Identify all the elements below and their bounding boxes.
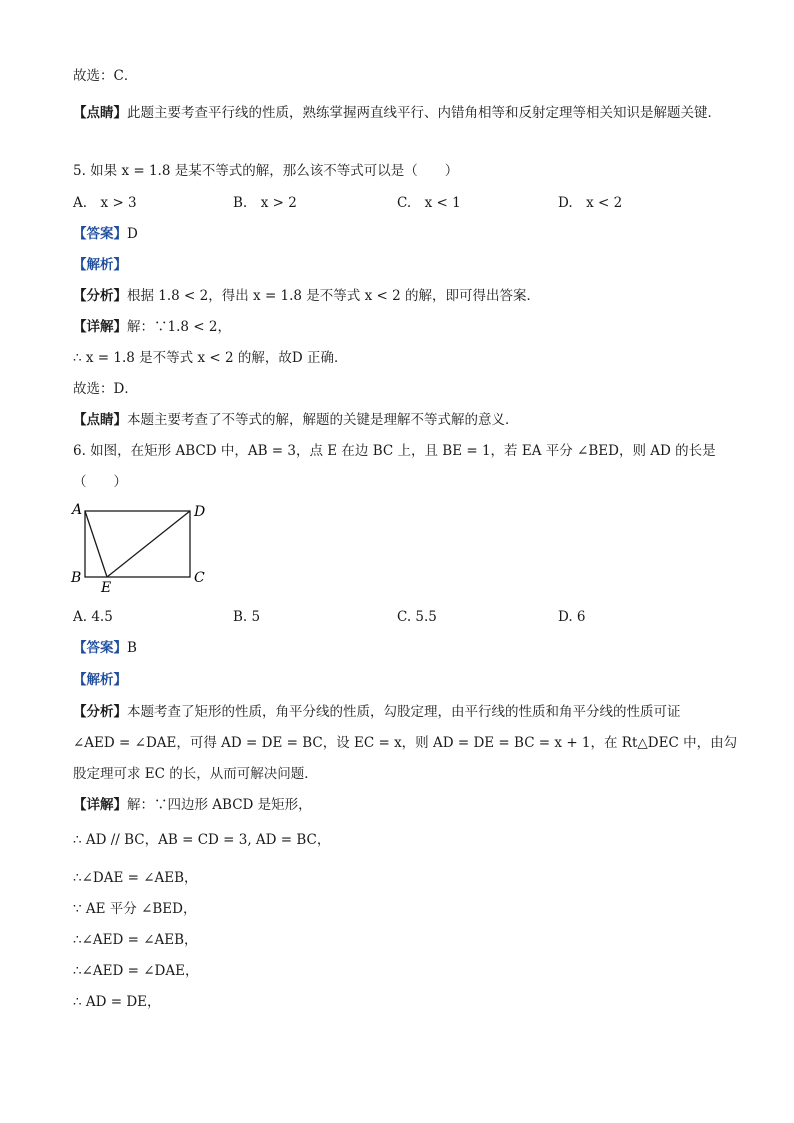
- q6-detail: [73, 795, 312, 815]
- tag-analysis-6: 【分析】: [73, 704, 127, 720]
- q5-option-b: B. x > 2: [233, 195, 297, 211]
- q6-step-6: ∴ AD = DE，: [73, 994, 161, 1010]
- q6-step-5: ∴∠AED = ∠DAE，: [73, 963, 199, 979]
- tag-answer: 【答案】: [73, 226, 127, 242]
- analysis-text: 根据 1.8 < 2，得出 x = 1.8 是不等式 x < 2 的解，即可得出答案．: [127, 288, 540, 304]
- segment-ae: [85, 511, 107, 577]
- label-a: A: [72, 502, 83, 518]
- q6-option-c: C. 5.5: [397, 609, 437, 625]
- q6-option-d: D. 6: [558, 609, 586, 625]
- tag-comment: 【点睛】: [73, 105, 127, 121]
- comment-text: 此题主要考查平行线的性质，熟练掌握两直线平行、内错角相等和反射定理等相关知识是解题关键．: [127, 105, 721, 121]
- label-b: B: [71, 570, 82, 586]
- rectangle-abcd: [85, 511, 190, 577]
- tag-comment-5: 【点睛】: [73, 412, 127, 428]
- q6-analysis-2: ∠AED = ∠DAE，可得 AD = DE = BC，设 EC = x，则 AD = DE = BC = x + 1，在 Rt△DEC 中，由勾: [73, 735, 738, 751]
- tag-detail-6: 【详解】: [73, 797, 127, 813]
- q6-step-2: ∴∠DAE = ∠AEB，: [73, 870, 198, 886]
- q5-analysis-heading: 【解析】: [73, 257, 127, 273]
- question-6-bracket: （ ）: [73, 474, 127, 490]
- answer-value-6: B: [127, 640, 137, 656]
- q6-step-3: ∵ AE 平分 ∠BED，: [73, 901, 197, 917]
- q5-step-1: ∴ x = 1.8 是不等式 x < 2 的解，故D 正确．: [73, 350, 348, 366]
- question-5: 5. 如果 x = 1.8 是某不等式的解，那么该不等式可以是（ ）: [73, 163, 459, 179]
- q6-step-1: ∴ AD // BC，AB = CD = 3, AD = BC，: [73, 832, 331, 848]
- comment-text-5: 本题主要考查了不等式的解，解题的关键是理解不等式解的意义．: [127, 412, 519, 428]
- tag-analysis: 【分析】: [73, 288, 127, 304]
- segment-de: [107, 511, 190, 577]
- q5-detail: [73, 317, 231, 337]
- answer-value: D: [127, 226, 138, 242]
- tag-answer-6: 【答案】: [73, 640, 127, 656]
- q5-comment: [73, 410, 519, 430]
- line-answer-prev: 故选：C．: [73, 68, 138, 84]
- detail-text: 解：∵1.8 < 2，: [127, 319, 231, 335]
- tag-detail: 【详解】: [73, 319, 127, 335]
- q6-option-b: B. 5: [233, 609, 261, 625]
- label-c: C: [194, 570, 205, 586]
- q5-option-a: A. x > 3: [73, 195, 137, 211]
- question-6: 6. 如图，在矩形 ABCD 中，AB = 3，点 E 在边 BC 上，且 BE = 1，若 EA 平分 ∠BED，则 AD 的长是: [73, 443, 716, 459]
- comment-prev: [73, 98, 725, 129]
- q5-step-2: 故选：D．: [73, 381, 138, 397]
- detail-text-6: 解：∵四边形 ABCD 是矩形，: [127, 797, 312, 813]
- analysis-text-6a: 本题考查了矩形的性质，角平分线的性质，勾股定理，由平行线的性质和角平分线的性质可证: [127, 704, 681, 720]
- q6-step-4: ∴∠AED = ∠AEB，: [73, 932, 198, 948]
- rectangle-figure: [68, 498, 228, 598]
- label-d: D: [194, 504, 206, 520]
- q5-option-c: C. x < 1: [397, 195, 461, 211]
- q5-option-d: D. x < 2: [558, 195, 623, 211]
- q6-analysis-1: [73, 702, 681, 722]
- q6-analysis-heading: 【解析】: [73, 672, 127, 688]
- label-e: E: [101, 580, 112, 596]
- q6-option-a: A. 4.5: [73, 609, 113, 625]
- q5-answer: [73, 224, 138, 244]
- q6-answer: [73, 638, 137, 658]
- q5-analysis: [73, 286, 540, 306]
- q6-analysis-3: 股定理可求 EC 的长，从而可解决问题．: [73, 766, 318, 782]
